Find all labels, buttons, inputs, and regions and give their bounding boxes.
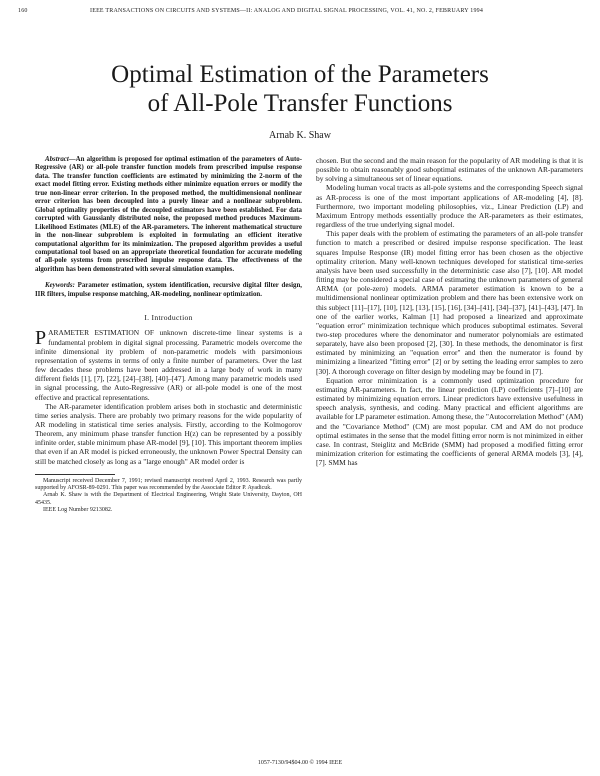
left-column (35, 156, 302, 514)
keywords-label: Keywords: (45, 282, 75, 290)
drop-cap: P (35, 327, 47, 350)
author-name: Arnab K. Shaw (269, 130, 331, 141)
right-column (316, 156, 583, 467)
page-number: 160 (18, 8, 28, 14)
body-paragraph-1: chosen. But the second and the main reason for the popularity of AR modeling is that it is possible to obtain reasonably good suboptimal estimates of the unknown AR-parameters by solving a simultaneous set of linear equations. (316, 156, 583, 184)
footnote-divider (35, 474, 115, 475)
intro-paragraph-1-text: ARAMETER ESTIMATION OF unknown discrete-time linear systems is a fundamental problem in digital signal processing. Parametric models overcome the infinite dimensional ity problem of non-parametric models with parsimonious representation of systems in terms of only a finite number of parameters. Over the last few decades these problems have been addressed in a large body of work in many different fields [1], [7], [22], [24]–[38], [40]–[47]. Among many parametric models used in signal processing, the Auto-Regressive (AR) or all-pole model is one of the most effective and practical representations. (35, 328, 302, 402)
body-paragraph-3: This paper deals with the problem of estimating the parameters of an all-pole transfer function to match a prescribed or desired impulse response specification. The least squares Impulse Response (IR) model fitting error has been chosen as the objective optimality criterion. Many well-known techniques developed for statistical time-series analysis have been used successfully in the deterministic case also [7], [10]. AR model fitting may be considered a special case of estimating the unknown parameters of general ARMA (or pole-zero) models. ARMA parameter estimation is known to be a multidimensional nonlinear optimization problem and there has been extensive work on this subject [11]–[17], [10], [12], [13], [15], [16], [34]–[41], [34]–[37], [41]–[43], [47]. In one of the earlier works, Kalman [1] had proposed a linearized and approximate "equation error" minimization technique which produces suboptimal estimates. Several two-step procedures where the denominator and numerator polynomials are estimated separately, have also been proposed [2], [30]. In these methods, the denominator is first estimated by minimizing an "equation error" and then the numerator is found by minimizing a linearized "fitting error" [2] or by setting the leading error samples to zero [30]. A thorough coverage on filter design by modeling may be found in [7]. (316, 229, 583, 376)
title-line-1: Optimal Estimation of the Parameters (111, 61, 489, 88)
footnote-affiliation: Arnab K. Shaw is with the Department of Electrical Engineering, Wright State University, Dayton, OH 45435. (35, 492, 302, 506)
footnote-log-number: IEEE Log Number 9213082. (43, 506, 113, 513)
paper-title (0, 60, 600, 118)
keywords-text: Parameter estimation, system identification, recursive digital filter design, IIR filters, impulse response matching, AR-modeling, nonlinear optimization. (35, 282, 302, 298)
copyright-footer: 1057-7130/94$04.00 © 1994 IEEE (257, 760, 343, 766)
journal-running-title: IEEE TRANSACTIONS ON CIRCUITS AND SYSTEMS—II: ANALOG AND DIGITAL SIGNAL PROCESSING, VOL. 41, NO. 2, FEBRUARY 1994 (90, 8, 484, 14)
body-paragraph-4: Equation error minimization is a commonly used optimization procedure for estimating AR-parameters. In fact, the linear prediction (LP) coefficients [7]–[10] are estimated by minimizing equation errors. Linear predictors have extensive usefulness in speech analysis, synthesis, and coding. Many practical and efficient algorithms are available for LP parameter estimation. Among these, the "Autocorrelation Method" (AM) and the "Covariance Method" (CM) are most popular. CM and AM do not produce optimal estimates in the sense that the model fitting error norm is not minimized in either case. In contrast, Steiglitz and McBride (SMM) had proposed a modified fitting error minimization criterion for estimating the coefficients of general ARMA models [3], [4], [7]. SMM has (316, 375, 583, 468)
title-line-2: of All-Pole Transfer Functions (147, 90, 453, 117)
index-terms (35, 282, 302, 299)
footnote-manuscript: Manuscript received December 7, 1991; revised manuscript received April 2, 1993. Research was partly supported by AFOSR-89-0291. This paper was recommended by the Associate Editor P. Ayadicuk. (35, 477, 302, 492)
abstract-text: An algorithm is proposed for optimal estimation of the parameters of Auto-Regressive (AR) or all-pole transfer function models from prescribed impulse response data. The transfer function coefficients are estimated by minimizing the 2-norm of the exact model fitting error. Existing methods either minimize equation errors or modify the true non-linear error criterion. In the proposed method, the multidimensional nonlinear error criterion has been decoupled into a purely linear and a nonlinear subproblem. Global optimality properties of the decoupled estimators have been established. For data corrupted with Gaussianly distributed noise, the proposed method produces Maximum-Likelihood Estimates (MLE) of the AR-parameters. The inherent mathematical structure in the non-linear subproblem is exploited in formulating an efficient iterative computational algorithm for its minimization. The proposed algorithm provides a useful computational tool based on an appropriate theoretical foundation for accurate modeling of all-pole systems from prescribed impulse response data. The effectiveness of the algorithm has been demonstrated with several simulation examples. (35, 156, 302, 273)
body-paragraph-2: Modeling human vocal tracts as all-pole systems and the corresponding Speech signal as AR-process is one of the most important applications of AR-modeling [4], [8]. Furthermore, two important modeling philosophies, viz., Linear Prediction (LP) and Maximum Entropy methods essentially produce the AR-parameters as their estimates, regardless of the true underlying signal model. (316, 183, 583, 230)
intro-paragraph-2: The AR-parameter identification problem arises both in stochastic and deterministic time series analysis. There are probably two primary reasons for the wide popularity of AR modeling in statistical time series analysis. Firstly, according to the Kolmogorov Theorem, any minimum phase transfer function H(z) can be represented by a possibly infinite order, stable minimum phase AR-model [9], [10]. This important theorem implies that even if an AR model is picked erroneously, the unknown Power Spectral Density can still be matched closely as long as a "large enough" AR model order is (35, 401, 302, 466)
abstract-label: Abstract— (45, 156, 76, 163)
section-heading-introduction: I. Introduction (144, 313, 193, 323)
intro-paragraph-1 (35, 328, 302, 401)
abstract (35, 156, 302, 274)
